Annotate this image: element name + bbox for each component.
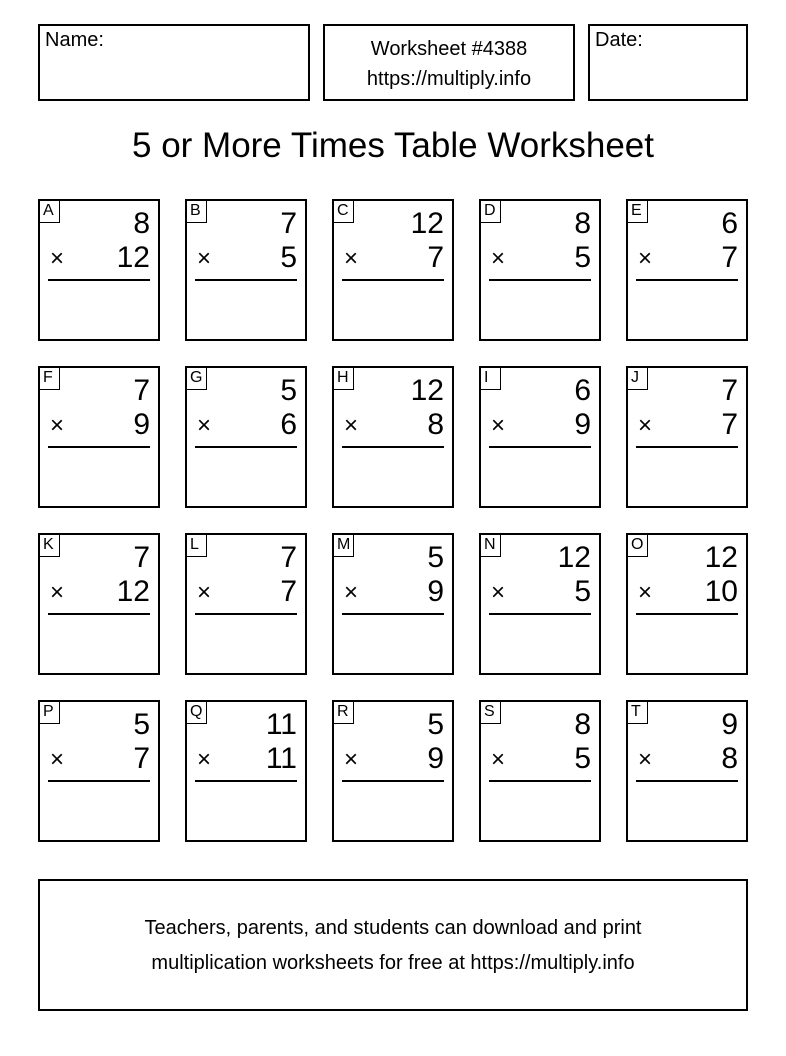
multiplier: 12 [116, 575, 150, 608]
multiplier: 7 [427, 241, 444, 274]
footer-line-1: Teachers, parents, and students can download and print [144, 917, 642, 939]
problem-card[interactable] [185, 700, 307, 842]
problem-letter: Q [187, 702, 207, 724]
multiplier: 6 [280, 408, 297, 441]
times-sign: × [344, 579, 359, 606]
answer-line [195, 613, 297, 615]
multiplier: 5 [574, 575, 591, 608]
answer-line [342, 613, 444, 615]
multiplier: 8 [427, 408, 444, 441]
multiplier: 9 [574, 408, 591, 441]
answer-line [489, 446, 591, 448]
problem-card[interactable] [185, 533, 307, 675]
times-sign: × [197, 412, 212, 439]
multiplicand: 6 [574, 374, 591, 407]
problem-letter: H [334, 368, 354, 390]
date-label: Date: [595, 29, 643, 51]
times-sign: × [50, 412, 65, 439]
multiplicand: 8 [574, 207, 591, 240]
problem-letter: C [334, 201, 354, 223]
times-sign: × [491, 579, 506, 606]
problem-card[interactable] [185, 199, 307, 341]
multiplicand: 7 [280, 541, 297, 574]
answer-line [489, 613, 591, 615]
answer-line [48, 780, 150, 782]
problem-letter: M [334, 535, 354, 557]
multiplier: 5 [574, 241, 591, 274]
multiplicand: 12 [557, 541, 591, 574]
problem-card[interactable] [479, 700, 601, 842]
times-sign: × [638, 245, 653, 272]
problem-card[interactable] [185, 366, 307, 508]
problem-letter: I [481, 368, 501, 390]
multiplicand: 7 [133, 374, 150, 407]
multiplicand: 11 [265, 708, 297, 741]
times-sign: × [197, 245, 212, 272]
problem-letter: D [481, 201, 501, 223]
answer-line [48, 446, 150, 448]
times-sign: × [638, 579, 653, 606]
answer-line [48, 279, 150, 281]
times-sign: × [491, 245, 506, 272]
answer-line [636, 446, 738, 448]
problem-card[interactable] [626, 533, 748, 675]
multiplicand: 7 [133, 541, 150, 574]
footer-line-2: multiplication worksheets for free at https://multiply.info [151, 952, 635, 974]
problem-card[interactable] [332, 533, 454, 675]
answer-line [342, 446, 444, 448]
multiplicand: 6 [721, 207, 738, 240]
answer-line [636, 613, 738, 615]
problem-letter: F [40, 368, 60, 390]
times-sign: × [50, 746, 65, 773]
times-sign: × [344, 746, 359, 773]
times-sign: × [491, 746, 506, 773]
problem-card[interactable] [626, 700, 748, 842]
times-sign: × [344, 245, 359, 272]
problem-letter: B [187, 201, 207, 223]
name-label: Name: [45, 29, 104, 51]
multiplicand: 5 [133, 708, 150, 741]
problem-card[interactable] [479, 366, 601, 508]
worksheet-info-box [323, 24, 575, 101]
problem-letter: P [40, 702, 60, 724]
times-sign: × [638, 746, 653, 773]
problem-letter: R [334, 702, 354, 724]
multiplicand: 12 [410, 374, 444, 407]
answer-line [636, 780, 738, 782]
answer-line [195, 446, 297, 448]
problem-card[interactable] [38, 533, 160, 675]
problem-letter: N [481, 535, 501, 557]
multiplier: 9 [427, 742, 444, 775]
answer-line [195, 780, 297, 782]
problem-letter: S [481, 702, 501, 724]
problem-letter: E [628, 201, 648, 223]
multiplier: 12 [116, 241, 150, 274]
answer-line [489, 279, 591, 281]
problem-letter: J [628, 368, 648, 390]
multiplier: 7 [721, 241, 738, 274]
multiplicand: 5 [280, 374, 297, 407]
times-sign: × [197, 746, 212, 773]
multiplicand: 7 [721, 374, 738, 407]
multiplicand: 12 [410, 207, 444, 240]
name-field-box[interactable] [38, 24, 310, 101]
problem-grid [38, 199, 748, 842]
answer-line [195, 279, 297, 281]
multiplicand: 8 [574, 708, 591, 741]
answer-line [342, 279, 444, 281]
problem-card[interactable] [332, 199, 454, 341]
problem-card[interactable] [38, 366, 160, 508]
worksheet-number: Worksheet #4388 [370, 38, 528, 60]
problem-card[interactable] [479, 533, 601, 675]
problem-card[interactable] [479, 199, 601, 341]
times-sign: × [197, 579, 212, 606]
problem-letter: T [628, 702, 648, 724]
multiplier: 7 [721, 408, 738, 441]
problem-letter: K [40, 535, 60, 557]
problem-card[interactable] [332, 700, 454, 842]
multiplicand: 7 [280, 207, 297, 240]
multiplier: 9 [427, 575, 444, 608]
problem-letter: L [187, 535, 207, 557]
page-title: 5 or More Times Table Worksheet [132, 126, 654, 165]
multiplicand: 8 [133, 207, 150, 240]
problem-letter: G [187, 368, 207, 390]
multiplicand: 5 [427, 541, 444, 574]
times-sign: × [638, 412, 653, 439]
problem-letter: A [40, 201, 60, 223]
problem-card[interactable] [38, 199, 160, 341]
multiplicand: 5 [427, 708, 444, 741]
problem-card[interactable] [626, 199, 748, 341]
problem-card[interactable] [38, 700, 160, 842]
multiplier: 5 [574, 742, 591, 775]
times-sign: × [344, 412, 359, 439]
answer-line [342, 780, 444, 782]
times-sign: × [50, 245, 65, 272]
date-field-box[interactable] [588, 24, 748, 101]
problem-card[interactable] [626, 366, 748, 508]
problem-card[interactable] [332, 366, 454, 508]
times-sign: × [491, 412, 506, 439]
multiplier: 7 [133, 742, 150, 775]
multiplicand: 12 [704, 541, 738, 574]
footer-note [38, 879, 748, 1011]
multiplier: 10 [704, 575, 738, 608]
multiplier: 11 [265, 742, 297, 775]
multiplier: 5 [280, 241, 297, 274]
multiplicand: 9 [721, 708, 738, 741]
worksheet-url: https://multiply.info [366, 68, 532, 90]
answer-line [489, 780, 591, 782]
multiplier: 7 [280, 575, 297, 608]
times-sign: × [50, 579, 65, 606]
answer-line [636, 279, 738, 281]
multiplier: 9 [133, 408, 150, 441]
problem-letter: O [628, 535, 648, 557]
multiplier: 8 [721, 742, 738, 775]
answer-line [48, 613, 150, 615]
